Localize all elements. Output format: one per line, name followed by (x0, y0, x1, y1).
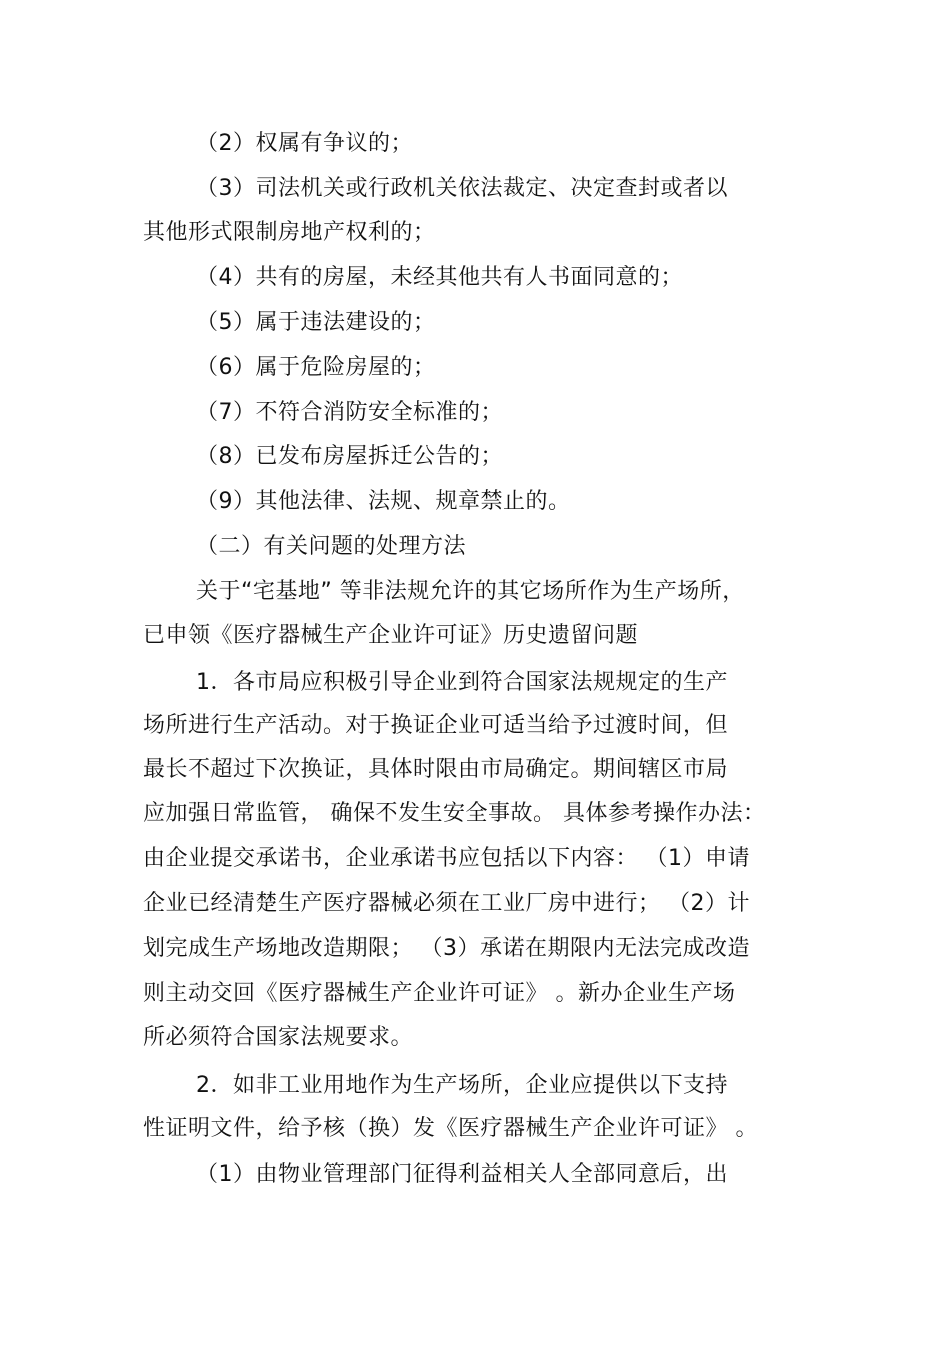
text-line: 最长不超过下次换证，具体时限由市局确定。期间辖区市局 (143, 757, 729, 782)
text-line: （1）由物业管理部门征得利益相关人全部同意后，出 (196, 1162, 728, 1187)
section-heading: （二）有关问题的处理方法 (196, 534, 467, 559)
text-line: 由企业提交承诺书，企业承诺书应包括以下内容： （1）申请 (143, 846, 750, 871)
text-line: 企业已经清楚生产医疗器械必须在工业厂房中进行； （2）计 (143, 891, 750, 916)
text-line: （3）司法机关或行政机关依法裁定、决定查封或者以 (196, 176, 728, 201)
text-line: （4）共有的房屋，未经其他共有人书面同意的； (196, 265, 683, 290)
text-line: （2）权属有争议的； (196, 131, 413, 156)
text-line: 应加强日常监管， 确保不发生安全事故。 具体参考操作办法： (143, 801, 766, 826)
text-line: 场所进行生产活动。对于换证企业可适当给予过渡时间，但 (143, 713, 729, 738)
text-line: 所必须符合国家法规要求。 (143, 1025, 414, 1050)
text-line: 关于“宅基地” 等非法规允许的其它场所作为生产场所， (196, 579, 745, 604)
text-line: 则主动交回《医疗器械生产企业许可证》 。新办企业生产场 (143, 981, 736, 1006)
text-line: （6）属于危险房屋的； (196, 355, 436, 380)
text-line: （8）已发布房屋拆迁公告的； (196, 444, 503, 469)
text-line: 已申领《医疗器械生产企业许可证》历史遗留问题 (143, 623, 639, 648)
text-line: 性证明文件，给予核（换）发《医疗器械生产企业许可证》 。 (143, 1116, 758, 1141)
text-line: 其他形式限制房地产权利的； (143, 220, 436, 245)
text-line: （7）不符合消防安全标准的； (196, 400, 503, 425)
text-line: 2．如非工业用地作为生产场所，企业应提供以下支持 (196, 1073, 728, 1098)
text-line: （5）属于违法建设的； (196, 310, 436, 335)
text-line: （9）其他法律、法规、规章禁止的。 (196, 489, 571, 514)
text-line: 划完成生产场地改造期限； （3）承诺在期限内无法完成改造 (143, 936, 750, 961)
text-line: 1．各市局应积极引导企业到符合国家法规规定的生产 (196, 670, 728, 695)
